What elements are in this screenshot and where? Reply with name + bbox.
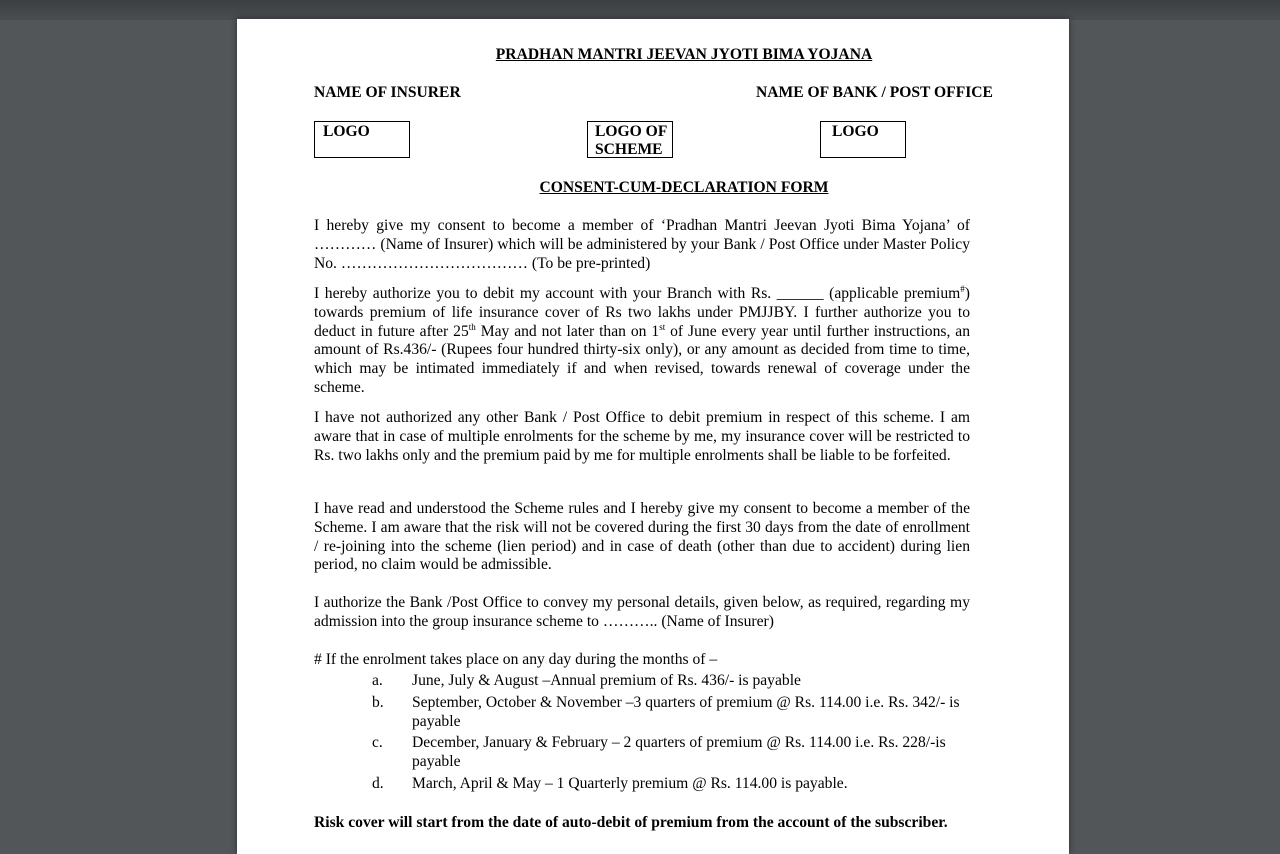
authorization-text-b: ) towards premium of life insurance cover of Rs two lakhs under PMJJBY. I further authorize you to deduct in future after 25 [314, 285, 970, 340]
list-text: September, October & November –3 quarters of premium @ Rs. 114.00 i.e. Rs. 342/- is payable [412, 693, 960, 730]
list-item [314, 734, 970, 772]
authorization-text-a: I hereby authorize you to debit my account with your Branch with Rs. ______ (applicable premium [314, 285, 961, 302]
list-marker: d. [372, 774, 384, 792]
list-text: June, July & August –Annual premium of Rs. 436/- is payable [412, 672, 801, 689]
multiple-enrolment-paragraph: I have not authorized any other Bank / Post Office to debit premium in respect of this scheme. I am aware that in case of multiple enrolments for the scheme by me, my insurance cover will be restricted to Rs. two lakhs only and the premium paid by me for multiple enrolments shall be liable to be forfeited. [314, 409, 970, 464]
bank-logo-box: LOGO [820, 121, 906, 158]
header-bank: NAME OF BANK / POST OFFICE [756, 84, 993, 101]
list-item [314, 694, 970, 732]
insurer-logo-box: LOGO [314, 121, 410, 158]
list-marker: c. [372, 734, 383, 752]
authorization-text-c: May and not later than on 1 [475, 322, 660, 340]
form-title: CONSENT-CUM-DECLARATION FORM [539, 179, 829, 196]
scheme-logo-box: LOGO OF SCHEME [587, 121, 673, 158]
header-insurer: NAME OF INSURER [314, 84, 461, 101]
list-item [314, 672, 970, 691]
authorization-paragraph [314, 285, 970, 398]
scheme-rules-paragraph: I have read and understood the Scheme rules and I hereby give my consent to become a member of the Scheme. I am aware that the risk will not be covered during the first 30 days from the date of enrollment / re-joining into the scheme (lien period) and in case of death (other than due to accident) during lien period, no claim would be admissible. [314, 500, 970, 574]
enrolment-note: # If the enrolment takes place on any day during the months of – [314, 651, 718, 668]
viewer-toolbar [0, 0, 1280, 20]
list-marker: a. [372, 672, 383, 689]
list-text: December, January & February – 2 quarters of premium @ Rs. 114.00 i.e. Rs. 228/-is payable [412, 734, 946, 771]
consent-paragraph: I hereby give my consent to become a member of ‘Pradhan Mantri Jeevan Jyoti Bima Yojana’ of ………… (Name of Insurer) which will be administered by your Bank / Post Office under Master Policy No. ……………………………… (To be pre-printed) [314, 217, 970, 272]
personal-details-paragraph: I authorize the Bank /Post Office to convey my personal details, given below, as required, regarding my admission into the group insurance scheme to ……….. (Name of Insurer) [314, 594, 970, 630]
risk-cover-note: Risk cover will start from the date of auto-debit of premium from the account of the subscriber. [314, 814, 948, 831]
document-title: PRADHAN MANTRI JEEVAN JYOTI BIMA YOJANA [495, 46, 873, 63]
list-marker: b. [372, 693, 384, 711]
authorization-text-d: of June every year until further instructions, an amount of Rs.436/- (Rupees four hundred thirty-six only), or any amount as decided from time to time, which may be intimated immediately if and when revised, towards renewal of coverage under the scheme. [314, 322, 970, 396]
list-item [314, 775, 970, 794]
premium-footnote-mark: # [960, 283, 965, 294]
list-text: March, April & May – 1 Quarterly premium @ Rs. 114.00 is payable. [412, 774, 848, 792]
ordinal-th: th [468, 321, 476, 332]
document-page [237, 19, 1069, 854]
premium-schedule-list [314, 672, 970, 797]
ordinal-st: st [659, 321, 666, 332]
